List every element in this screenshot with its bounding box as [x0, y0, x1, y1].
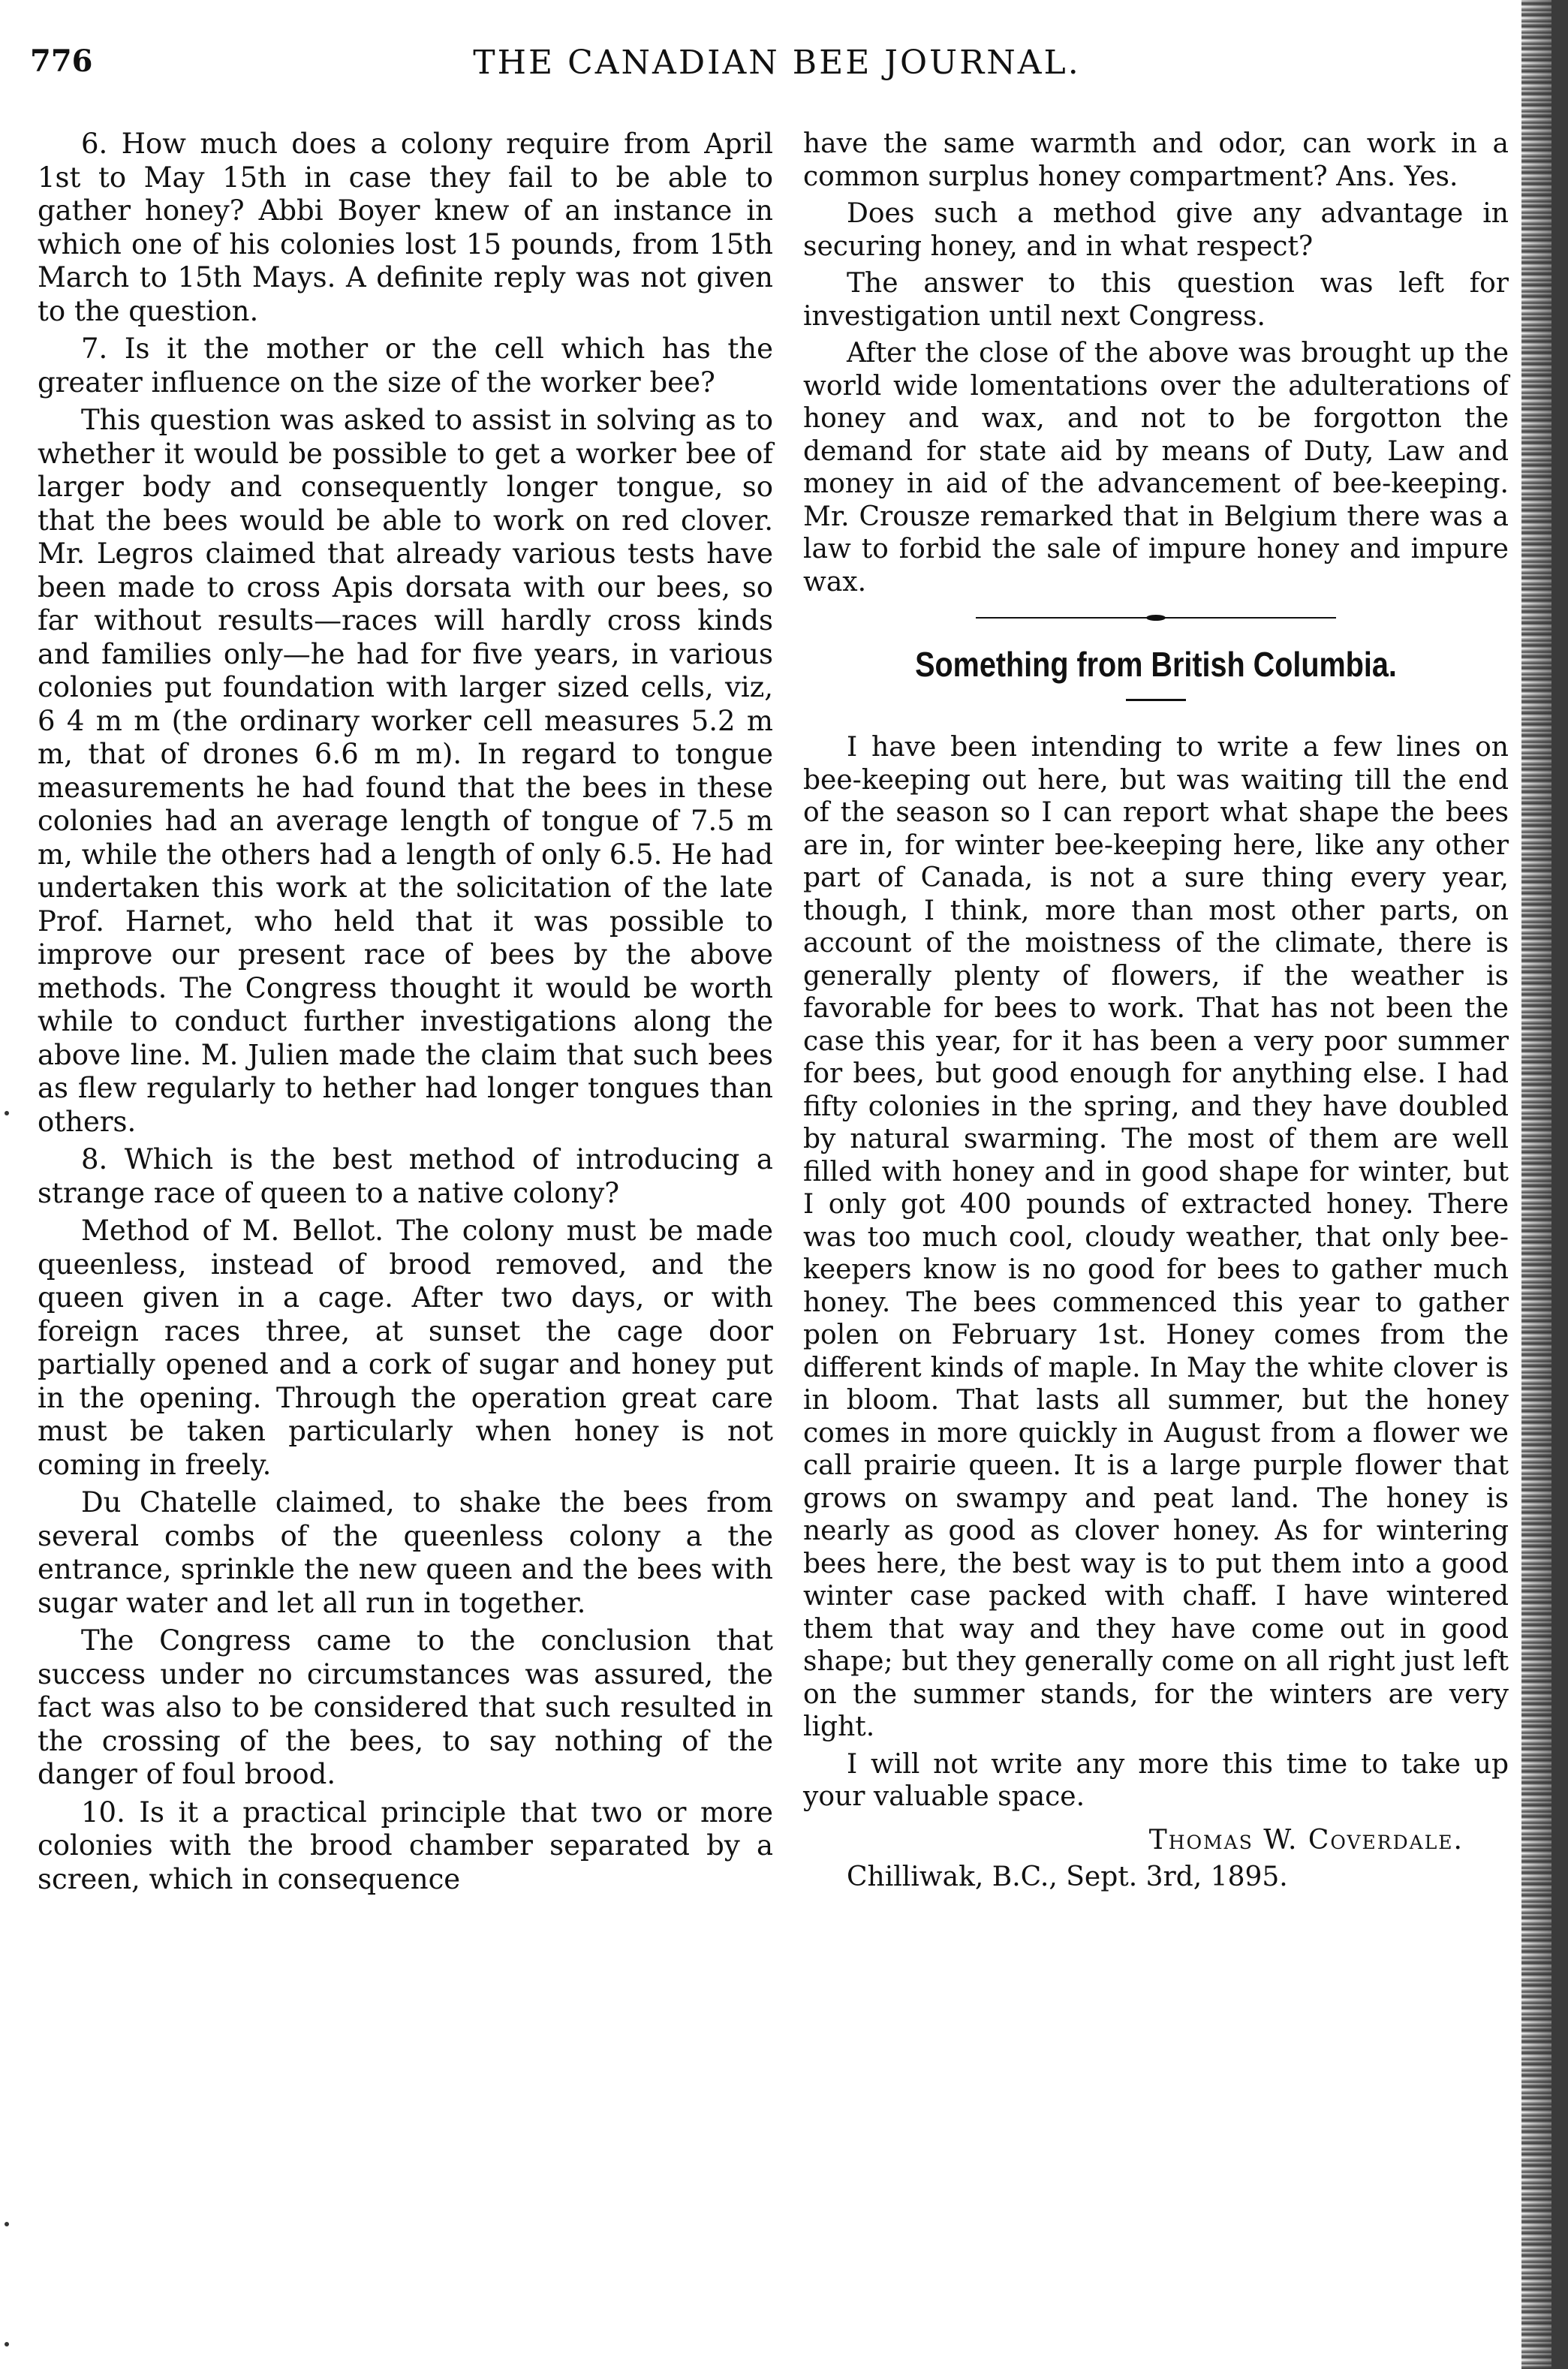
question-6: 6. How much does a colony require from April 1st to May 15th in case they fail to be able to gather honey? Abbi Boyer knew of an instance in which one of his colonies lost 15 pounds, from 15th March to 15th Mays. A definite reply was not given to the question. — [38, 128, 773, 327]
letter-dateline: Chilliwak, B.C., Sept. 3rd, 1895. — [847, 1862, 1288, 1892]
adulteration-paragraph: After the close of the above was brought up the world wide lomentations over the adulterations of honey and wax, and not to be forgotton the demand for state aid by means of Duty, Law and money in aid of the advancement of bee-keeping. Mr. Crousze remarked that in Belgium there was a law to forbid the sale of impure honey and impure wax. — [803, 338, 1509, 598]
advantage-question: Does such a method give any advantage in securing honey, and in what respect? — [803, 198, 1509, 262]
title-rule — [1126, 699, 1186, 701]
section-separator — [976, 615, 1336, 621]
question-10: 10. Is it a practical principle that two or more colonies with the brood chamber separated by a screen, which in consequence — [38, 1796, 773, 1895]
question-7-answer: This question was asked to assist in solving as to whether it would be possible to get a worker bee of larger body and consequently longer tongue, so that the bees would be able to work on red clover. Mr. Legros claimed that already various tests have been made to cross Apis dorsata with our bees, so far without results—races will hardly cross kinds and families only—he had for five years, in various colonies put foundation with larger sized cells, viz, 6 4 m m (the ordinary worker cell measures 5.2 m m, that of drones 6.6 m m). In regard to tongue measurements he had found that the bees in these colonies had an average length of tongue of 7.5 m m, while the others had a length of only 6.5. He had undertaken this work at the solicitation of the late Prof. Harnet, who held that it was possible to improve our present race of bees by the above methods. The Congress thought it would be worth while to conduct further investigations along the above line. M. Julien made the claim that such bees as flew regularly to hether had longer tongues than others. — [38, 404, 773, 1138]
question-10-continuation: have the same warmth and odor, can work in a common surplus honey compartment? Ans. Yes. — [803, 128, 1509, 192]
journal-title: THE CANADIAN BEE JOURNAL. — [473, 44, 1081, 82]
du-chatelle-claim: Du Chatelle claimed, to shake the bees from several combs of the queenless colony a the entrance, sprinkle the new queen and the bees with sugar water and let all run in together. — [38, 1486, 773, 1619]
question-8: 8. Which is the best method of introducing a strange race of queen to a native colony? — [38, 1143, 773, 1209]
letter-closing: I will not write any more this time to take up your valuable space. — [803, 1748, 1509, 1812]
congress-conclusion: The Congress came to the conclusion that success under no circumstances was assured, the fact was also to be considered that such resulted in the crossing of the bees, to say nothing of the danger of foul brood. — [38, 1624, 773, 1790]
article-title: Something from British Columbia. — [915, 645, 1397, 684]
letter-body: I have been intending to write a few lines on bee-keeping out here, but was waiting till the end of the season so I can report what shape the bees are in, for winter bee-keeping here, like any other part of Canada, is not a sure thing every year, though, I think, more than most other parts, on account of the moistness of the climate, there is generally plenty of flowers, if the weather is favorable for bees to work. That has not been the case this year, for it has been a very poor summer for bees, but good enough for anything else. I had fifty colonies in the spring, and they have doubled by natural swarming. The most of them are well filled with honey and in good shape for winter, but I only got 400 pounds of extracted honey. There was too much cool, cloudy weather, that only bee-keepers know is no good for bees to gather much honey. The bees commenced this year to gather polen on February 1st. Honey comes from the different kinds of maple. In May the white clover is in bloom. That lasts all summer, but the honey comes in more quickly in August from a flower we call prairie queen. It is a large purple flower that grows on swampy and peat land. The honey is nearly as good as clover honey. As for wintering bees here, the best way is to put them into a good winter case packed with chaff. I have wintered them that way and they have come out in good shape; but they generally come on all right just left on the summer stands, for the winters are very light. — [803, 732, 1509, 1742]
scan-edge-binding — [1521, 0, 1568, 2369]
left-column — [38, 128, 773, 1901]
question-7: 7. Is it the mother or the cell which has the greater influence on the size of the worker bee? — [38, 333, 773, 399]
answer-deferred: The answer to this question was left for investigation until next Congress. — [803, 268, 1509, 332]
scan-margin-marks — [0, 0, 15, 2369]
right-column — [803, 128, 1509, 1898]
author-signature: Thomas W. Coverdale. — [1148, 1824, 1464, 1856]
method-bellot: Method of M. Bellot. The colony must be made queenless, instead of brood removed, and the queen given in a cage. After two days, or with foreign races three, at sunset the cage door partially opened and a cork of sugar and honey put in the opening. Through the operation great care must be taken particularly when honey is not coming in freely. — [38, 1215, 773, 1481]
page-number: 776 — [30, 44, 93, 79]
page-header — [30, 44, 1501, 89]
